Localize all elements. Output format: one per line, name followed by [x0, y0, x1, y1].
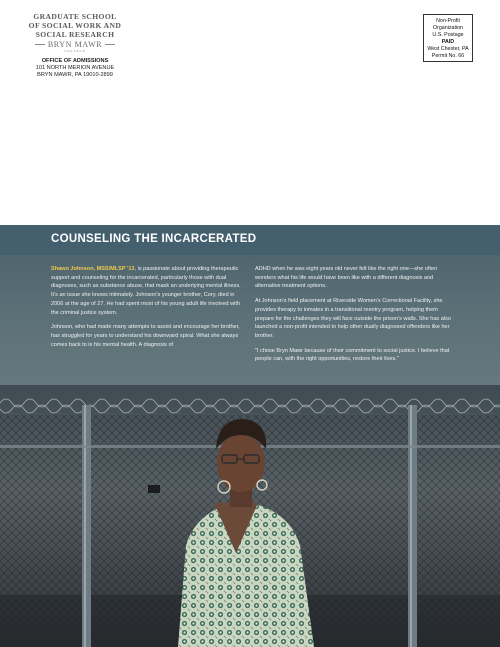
address-line-1: OFFICE OF ADMISSIONS [41, 58, 109, 64]
paragraph-2: Johnson, who had made many attempts to assist and encourage her brother, has struggled for years to understand his downward spiral. What she always comes back to is his mental health. A diagnosis of [51, 324, 240, 348]
postage-line-2: Organization [432, 24, 464, 31]
pull-quote: "I chose Bryn Mawr because of their commitment to social justice. I believe that people can, with the right opportunities, restore their lives." [255, 347, 450, 363]
banner-title: COUNSELING THE INCARCERATED [51, 233, 257, 245]
address-line-3: BRYN MAWR, PA 19010-2899 [37, 72, 113, 78]
postage-line-1: Non-Profit [436, 18, 460, 24]
paragraph-1-text: , is passionate about providing therapeutic support and counseling for the incarcerated, particularly those with dual diagnoses, such as substance abuse, that mask an underlying mental illness. It's an issue she knows intimately. Johnson's younger brother, Cory, died in 2006 at the age of 27. He had spent most of his young adult life involved with the criminal justice system. [51, 266, 241, 316]
paragraph-4: At Johnson's field placement at Riverside Women's Correctional Facility, she provides therapy to inmates in a transitional reentry program, helping them prepare for the challenges they will face outside the prison's walls. She has also launched a non-profit intended to help other dually diagnosed offenders like her brother. [255, 298, 451, 339]
postage-indicia [423, 14, 473, 62]
school-line-2: OF SOCIAL WORK AND [28, 21, 122, 30]
paragraph-1 [51, 265, 248, 317]
paragraph-3: ADHD when he was eight years old never felt like the right one—she often wonders what his life would have been like with a different diagnosis and alternative treatment options. [255, 266, 438, 290]
school-line-1: GRADUATE SCHOOL [33, 12, 117, 21]
mailing-address [22, 58, 128, 79]
student-name: Shawn Johnson, MSS/MLSP '13 [51, 266, 135, 272]
postage-paid: PAID [441, 38, 455, 45]
story-column-right [255, 265, 452, 370]
school-name [22, 12, 128, 39]
postage-line-5: West Chester, PA [427, 45, 469, 52]
return-address [22, 12, 128, 79]
college-name: BRYN MAWR [47, 40, 103, 49]
address-line-2: 101 NORTH MERION AVENUE [35, 65, 115, 71]
postage-line-3: U.S. Postage [432, 31, 464, 38]
story-panel [0, 255, 500, 385]
logo-divider [22, 40, 128, 49]
portrait-photo [0, 385, 500, 647]
story-column-left [51, 265, 248, 355]
postage-line-6: Permit No. 66 [431, 52, 465, 59]
school-line-3: SOCIAL RESEARCH [35, 30, 115, 39]
section-banner [0, 225, 500, 255]
college-word: COLLEGE [64, 49, 86, 53]
